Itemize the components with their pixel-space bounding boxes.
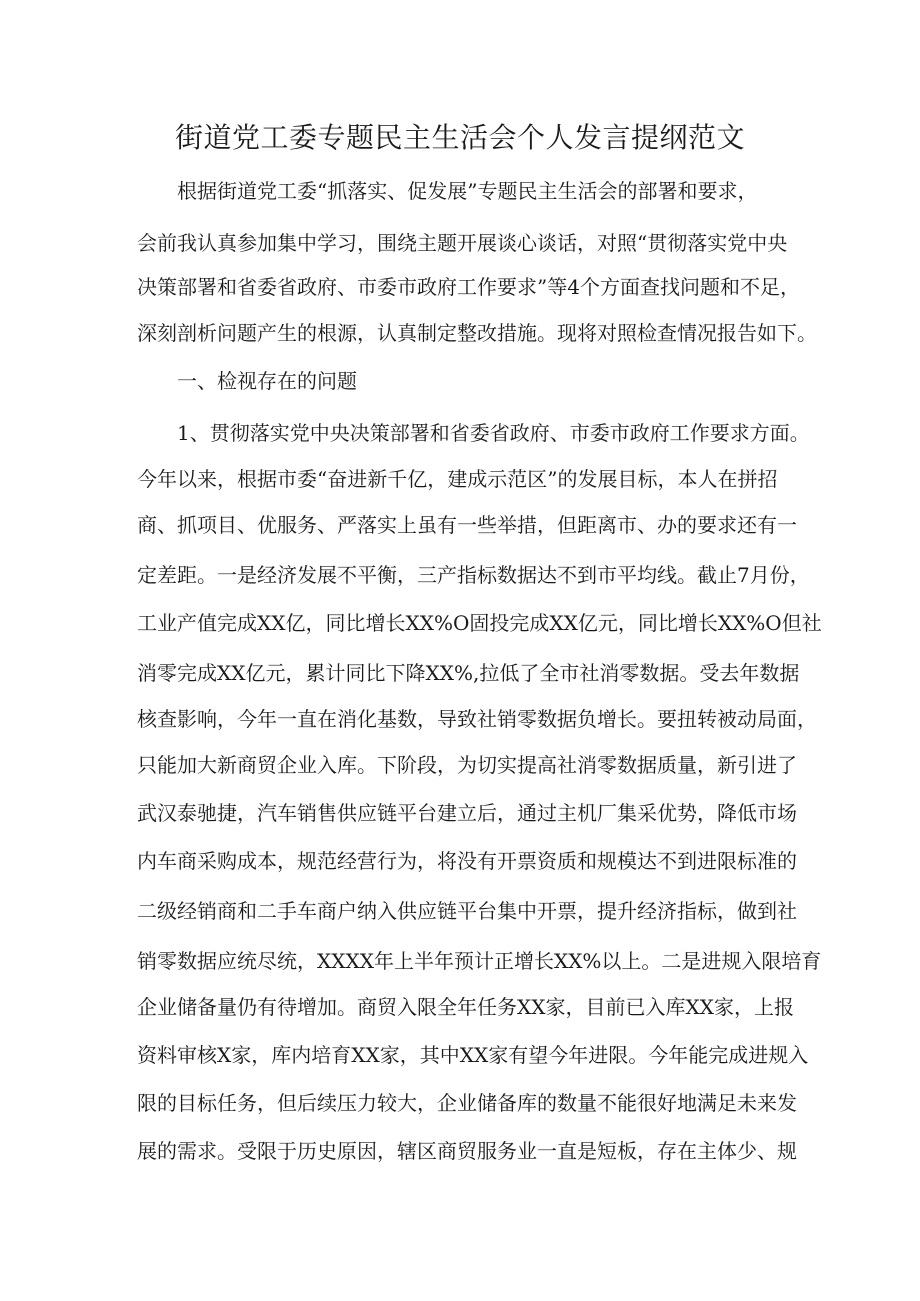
paragraph-line: 消零完成XX亿元，累计同比下降XX%,拉低了全市社消零数据。受去年数据 [137,661,800,685]
paragraph-line: 企业储备量仍有待增加。商贸入限全年任务XX家，目前已入库XX家，上报 [137,995,794,1019]
paragraph-line: 工业产值完成XX亿，同比增长XX%O固投完成XX亿元，同比增长XX%O但社 [137,611,822,635]
paragraph-line: 决策部署和省委省政府、市委市政府工作要求”等4个方面查找问题和不足， [137,275,800,299]
paragraph-line: 定差距。一是经济发展不平衡，三产指标数据达不到市平均线。截止7月份， [137,563,810,587]
paragraph-line: 商、抓项目、优服务、严落实上虽有一些举措，但距离市、办的要求还有一 [137,513,797,537]
paragraph-line: 深刻剖析问题产生的根源，认真制定整改措施。现将对照检查情况报告如下。 [137,321,817,345]
paragraph-line: 二级经销商和二手车商户纳入供应链平台集中开票，提升经济指标，做到社 [137,899,797,923]
paragraph-line: 销零数据应统尽统，XXXX年上半年预计正增长XX%以上。二是进规入限培育 [137,949,822,973]
paragraph-line: 1、贯彻落实党中央决策部署和省委省政府、市委市政府工作要求方面。 [177,421,810,445]
section-heading: 一、检视存在的问题 [177,369,357,393]
paragraph-line: 内车商采购成本，规范经营行为，将没有开票资质和规模达不到进限标准的 [137,849,797,873]
paragraph-line: 会前我认真参加集中学习，围绕主题开展谈心谈话，对照“贯彻落实党中央 [137,231,788,255]
document-title: 街道党工委专题民主生活会个人发言提纲范文 [174,121,745,154]
paragraph-line: 核查影响，今年一直在消化基数，导致社销零数据负增长。要扭转被动局面， [137,707,817,731]
paragraph-line: 今年以来，根据市委“奋进新千亿，建成示范区”的发展目标，本人在拼招 [137,467,778,491]
paragraph-line: 根据街道党工委“抓落实、促发展”专题民主生活会的部署和要求， [177,179,758,203]
paragraph-line: 限的目标任务，但后续压力较大，企业储备库的数量不能很好地满足未来发 [137,1091,797,1115]
paragraph-line: 资料审核X家，库内培育XX家，其中XX家有望今年进限。今年能完成进规入 [137,1043,809,1067]
paragraph-line: 只能加大新商贸企业入库。下阶段，为切实提高社消零数据质量，新引进了 [137,753,797,777]
paragraph-line: 武汉泰驰捷，汽车销售供应链平台建立后，通过主机厂集采优势，降低市场 [137,801,797,825]
paragraph-line: 展的需求。受限于历史原因，辖区商贸服务业一直是短板，存在主体少、规 [137,1139,797,1163]
